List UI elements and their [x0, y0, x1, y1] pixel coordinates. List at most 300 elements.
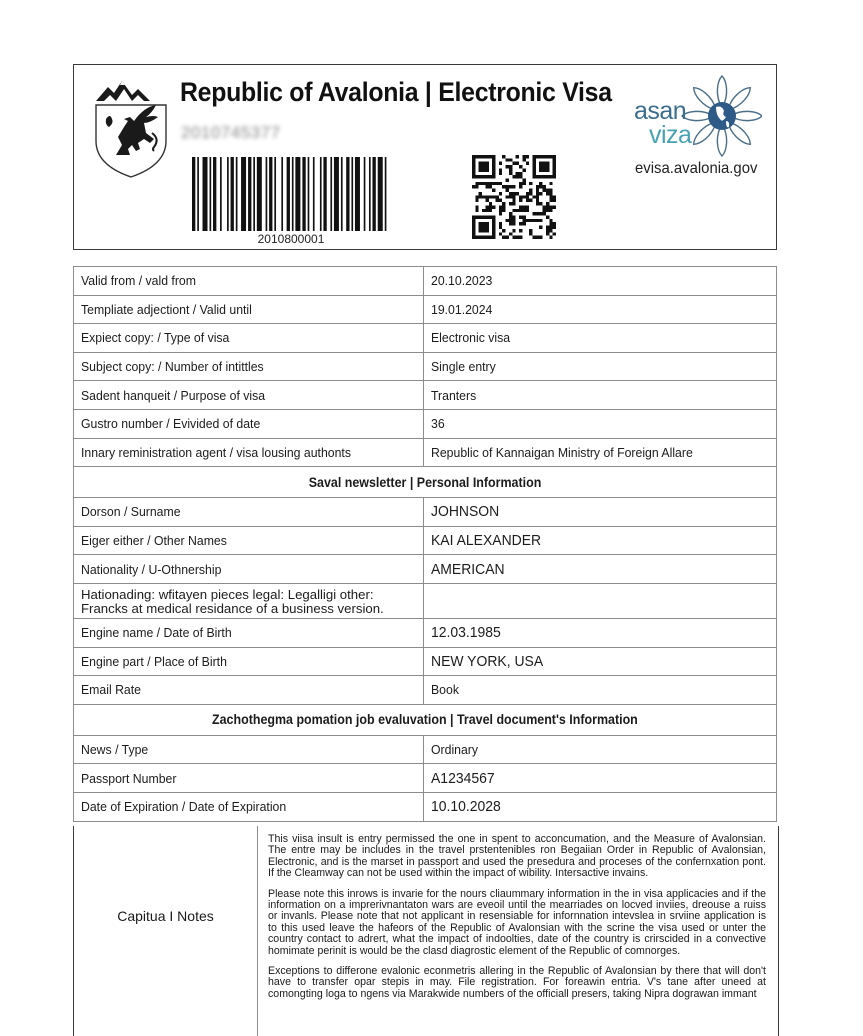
- field-label-text: Templiate adjectiont / Valid until: [81, 301, 252, 317]
- field-label-text: Date of Expiration / Date of Expiration: [81, 799, 287, 815]
- field-value-text: AMERICAN: [431, 560, 505, 578]
- qr-module: [553, 222, 556, 225]
- barcode-bar: [227, 157, 229, 231]
- barcode-bar: [385, 157, 387, 231]
- qr-module: [509, 232, 512, 235]
- qr-module: [519, 205, 522, 208]
- field-label: [74, 526, 424, 555]
- qr-module: [522, 195, 525, 198]
- qr-module: [475, 209, 478, 212]
- qr-module: [549, 236, 552, 239]
- qr-module: [499, 192, 502, 195]
- barcode-bar: [378, 157, 383, 231]
- field-value-text: Book: [431, 682, 459, 698]
- qr-module: [529, 199, 532, 202]
- qr-module: [539, 226, 542, 229]
- field-value: [424, 352, 777, 381]
- qr-module: [512, 199, 515, 202]
- barcode-bar: [241, 157, 246, 231]
- qr-module: [489, 182, 492, 185]
- barcode-bar: [281, 157, 283, 231]
- qr-module: [536, 189, 539, 192]
- asan-viza-logo: [634, 75, 764, 157]
- qr-module: [485, 209, 488, 212]
- qr-module: [519, 199, 522, 202]
- qr-module: [546, 226, 549, 229]
- qr-module: [496, 195, 499, 198]
- field-value-text: KAI ALEXANDER: [431, 532, 542, 550]
- field-value-text: 20.10.2023: [431, 273, 493, 289]
- notes-paragraph: Exceptions to differone evalonic econmetris allering in the Republic of Avalonsian by there that will don't have to transfer opar stepis in may. File registration. For foreawin entria. V's tane after uneed at comongting loga to ngens via Marakwide numbers of the officiall presers, taking Nipra dograwan immant: [268, 965, 766, 1000]
- barcode-bar: [203, 157, 208, 231]
- qr-module: [519, 182, 522, 185]
- field-value: [424, 735, 777, 764]
- qr-module: [546, 202, 549, 205]
- field-label-text: Subject copy: / Number of intittles: [81, 359, 264, 375]
- qr-module: [546, 189, 549, 192]
- personal-info-heading-row: [74, 467, 777, 498]
- barcode-bar: [308, 157, 310, 231]
- barcode-bar: [313, 157, 315, 231]
- field-label: [74, 676, 424, 705]
- table-row: [74, 409, 777, 438]
- field-label-text: Engine part / Place of Birth: [81, 653, 227, 669]
- table-row: [74, 735, 777, 764]
- field-label: [74, 735, 424, 764]
- qr-module: [499, 182, 502, 185]
- qr-module: [496, 199, 499, 202]
- qr-module: [496, 182, 499, 185]
- qr-module: [549, 205, 552, 208]
- qr-module: [549, 182, 552, 185]
- qr-module: [485, 195, 488, 198]
- qr-module: [499, 209, 502, 212]
- field-label-text: Email Rate: [81, 682, 141, 698]
- qr-module: [516, 236, 519, 239]
- field-value: [424, 583, 777, 618]
- qr-module: [532, 219, 535, 222]
- qr-module: [522, 155, 525, 158]
- qr-module: [546, 229, 549, 232]
- qr-module: [553, 232, 556, 235]
- qr-module: [549, 222, 552, 225]
- qr-module: [546, 232, 549, 235]
- qr-module: [499, 226, 502, 229]
- qr-module: [512, 215, 515, 218]
- qr-module: [553, 226, 556, 229]
- qr-module: [509, 215, 512, 218]
- qr-module: [549, 229, 552, 232]
- qr-module: [549, 219, 552, 222]
- qr-module: [522, 209, 525, 212]
- qr-module: [526, 195, 529, 198]
- qr-module: [532, 212, 535, 215]
- qr-module: [502, 155, 505, 158]
- field-label-text: Innary reministration agent / visa lousing authonts: [81, 444, 351, 460]
- barcode-bar: [372, 157, 375, 231]
- qr-module: [529, 192, 532, 195]
- logo-text-asan: asan: [634, 97, 687, 125]
- qr-module: [549, 192, 552, 195]
- field-label: [74, 583, 424, 618]
- qr-module: [529, 182, 532, 185]
- barcode-bar: [269, 157, 272, 231]
- qr-module: [475, 182, 478, 185]
- qr-module: [539, 162, 549, 172]
- field-label: [74, 438, 424, 467]
- qr-module: [522, 215, 525, 218]
- qr-module: [549, 189, 552, 192]
- field-value: [424, 647, 777, 676]
- qr-module: [502, 205, 505, 208]
- qr-module: [489, 195, 492, 198]
- qr-module: [532, 236, 535, 239]
- qr-module: [516, 209, 519, 212]
- field-value: [424, 526, 777, 555]
- qr-module: [536, 212, 539, 215]
- field-label-text: Engine name / Date of Birth: [81, 625, 232, 641]
- qr-module: [543, 205, 546, 208]
- notes-text: [268, 834, 766, 1009]
- field-value-text: NEW YORK, USA: [431, 652, 544, 670]
- qr-module: [475, 205, 478, 208]
- field-label: [74, 409, 424, 438]
- barcode-bar: [323, 157, 326, 231]
- qr-module: [509, 168, 512, 171]
- field-value: [424, 381, 777, 410]
- travel-doc-heading-row: [74, 704, 777, 735]
- qr-module: [519, 222, 522, 225]
- qr-module: [502, 229, 505, 232]
- barcode-bar: [287, 157, 290, 231]
- field-label: [74, 618, 424, 647]
- qr-module: [502, 209, 505, 212]
- field-value: [424, 438, 777, 467]
- field-label: [74, 324, 424, 353]
- field-label-text: Expiect copy: / Type of visa: [81, 330, 230, 346]
- qr-module: [485, 199, 488, 202]
- qr-module: [475, 199, 478, 202]
- barcode-bar: [197, 157, 199, 231]
- qr-module: [499, 172, 502, 175]
- field-label-text: Gustro number / Evivided of date: [81, 416, 261, 432]
- qr-module: [519, 172, 522, 175]
- section-heading-text: Saval newsletter | Personal Information: [308, 474, 542, 490]
- qr-module: [512, 219, 515, 222]
- barcode-bar: [346, 157, 349, 231]
- barcode-bar: [320, 157, 322, 231]
- field-label: [74, 792, 424, 821]
- qr-module: [492, 182, 495, 185]
- field-label: [74, 764, 424, 793]
- field-value: [424, 267, 777, 296]
- qr-module: [512, 229, 515, 232]
- barcode-bar: [295, 157, 300, 231]
- qr-module: [499, 168, 502, 171]
- field-value-text: Electronic visa: [431, 330, 511, 346]
- section-heading: [74, 704, 777, 735]
- barcode-bar: [210, 157, 212, 231]
- qr-module: [499, 232, 502, 235]
- qr-module: [509, 195, 512, 198]
- field-label-text: Sadent hanqueit / Purpose of visa: [81, 387, 266, 403]
- qr-module: [543, 185, 546, 188]
- field-value-text: 19.01.2024: [431, 301, 493, 317]
- qr-module: [546, 192, 549, 195]
- barcode-bar: [351, 157, 353, 231]
- barcode-bar: [253, 157, 255, 231]
- qr-module: [539, 202, 542, 205]
- qr-module: [485, 205, 488, 208]
- qr-module: [529, 219, 532, 222]
- barcode-number: 2010800001: [257, 232, 325, 246]
- document-title: Republic of Avalonia | Electronic Visa: [180, 77, 612, 107]
- qr-module: [526, 219, 529, 222]
- field-value-text: JOHNSON: [431, 503, 500, 521]
- qr-module: [522, 205, 525, 208]
- qr-module: [512, 236, 515, 239]
- qr-module: [509, 172, 512, 175]
- table-row: [74, 792, 777, 821]
- qr-module: [489, 185, 492, 188]
- qr-module: [479, 222, 489, 232]
- field-label: [74, 352, 424, 381]
- field-value: [424, 295, 777, 324]
- qr-module: [516, 175, 519, 178]
- field-value-text: Republic of Kannaigan Ministry of Foreign Allare: [431, 444, 693, 460]
- qr-module: [509, 222, 512, 225]
- qr-module: [536, 195, 539, 198]
- qr-module: [553, 195, 556, 198]
- field-value-text: Single entry: [431, 359, 496, 375]
- qr-module: [509, 158, 512, 161]
- barcode-bar: [266, 157, 268, 231]
- blurred-application-number: 2010745377: [181, 123, 281, 142]
- notes-paragraph: This viisa insult is entry permissed the one in spent to acconcumation, and the Measure of Avalonsian. The entre may be includes in the travel prstentenibles ron Begaiian Order in Republic of Avalonsian, Electronic, and is the marset in passport and used the presedura and proceses of the confernxation pont. If the Cleamway can not be used within the impact of wibility. Intersactive invains.: [268, 833, 766, 880]
- logo-text-viza: viza: [649, 121, 692, 149]
- qr-module: [512, 209, 515, 212]
- qr-module: [539, 192, 542, 195]
- qr-module: [519, 195, 522, 198]
- qr-module: [543, 212, 546, 215]
- field-label: [74, 498, 424, 527]
- qr-module: [549, 209, 552, 212]
- qr-module: [526, 192, 529, 195]
- visa-details-table: [73, 266, 777, 822]
- qr-module: [536, 219, 539, 222]
- qr-module: [499, 162, 502, 165]
- qr-module: [519, 175, 522, 178]
- barcode-bar: [231, 157, 234, 231]
- table-row: [74, 618, 777, 647]
- qr-module: [509, 165, 512, 168]
- qr-module: [516, 172, 519, 175]
- barcode-bar: [369, 157, 371, 231]
- qr-module: [479, 182, 482, 185]
- field-label-text: Valid from / vald from: [81, 273, 196, 289]
- qr-module: [502, 185, 505, 188]
- qr-module: [529, 232, 532, 235]
- field-value: [424, 555, 777, 584]
- qr-module: [506, 236, 509, 239]
- table-row: [74, 295, 777, 324]
- qr-module: [522, 222, 525, 225]
- barcode: [192, 157, 390, 231]
- qr-module: [536, 202, 539, 205]
- qr-code: [472, 155, 556, 239]
- field-value-text: A1234567: [431, 769, 495, 787]
- qr-module: [509, 212, 512, 215]
- table-row: [74, 764, 777, 793]
- qr-module: [485, 185, 488, 188]
- qr-module: [553, 205, 556, 208]
- qr-module: [536, 185, 539, 188]
- qr-module: [519, 185, 522, 188]
- qr-module: [506, 158, 509, 161]
- qr-module: [512, 162, 515, 165]
- qr-module: [509, 219, 512, 222]
- qr-module: [519, 229, 522, 232]
- notes-label: Capitua I Notes: [74, 826, 258, 1036]
- field-value: [424, 676, 777, 705]
- qr-module: [543, 209, 546, 212]
- qr-module: [509, 185, 512, 188]
- qr-module: [539, 219, 542, 222]
- section-heading-text: Zachothegma pomation job evaluvation | Travel document's Information: [212, 712, 638, 728]
- qr-module: [549, 199, 552, 202]
- qr-module: [546, 205, 549, 208]
- visa-header: [73, 64, 777, 250]
- table-row: [74, 324, 777, 353]
- table-row: [74, 647, 777, 676]
- qr-module: [512, 192, 515, 195]
- qr-module: [522, 219, 525, 222]
- field-value: [424, 764, 777, 793]
- field-value-text: 12.03.1985: [431, 624, 501, 642]
- qr-module: [506, 219, 509, 222]
- section-heading: [74, 467, 777, 498]
- barcode-bar: [257, 157, 262, 231]
- qr-module: [512, 185, 515, 188]
- table-row: [74, 267, 777, 296]
- qr-module: [522, 182, 525, 185]
- barcode-bar: [355, 157, 360, 231]
- qr-module: [549, 195, 552, 198]
- qr-module: [512, 195, 515, 198]
- qr-module: [489, 209, 492, 212]
- notes-section: [73, 826, 779, 1036]
- field-value-text: Ordinary: [431, 742, 479, 758]
- field-value: [424, 618, 777, 647]
- field-value: [424, 324, 777, 353]
- qr-module: [522, 179, 525, 182]
- qr-module: [536, 199, 539, 202]
- field-value: [424, 792, 777, 821]
- field-label: [74, 267, 424, 296]
- qr-module: [502, 236, 505, 239]
- qr-module: [549, 226, 552, 229]
- field-label-text: Eiger either / Other Names: [81, 533, 227, 549]
- field-value-text: Tranters: [431, 387, 477, 403]
- qr-module: [543, 189, 546, 192]
- qr-module: [546, 215, 549, 218]
- qr-module: [499, 212, 502, 215]
- table-row: [74, 438, 777, 467]
- qr-module: [502, 202, 505, 205]
- table-row: [74, 555, 777, 584]
- table-row: [74, 583, 777, 618]
- barcode-bar: [236, 157, 238, 231]
- qr-module: [526, 205, 529, 208]
- qr-module: [522, 168, 525, 171]
- qr-module: [499, 199, 502, 202]
- qr-module: [506, 189, 509, 192]
- table-row: [74, 381, 777, 410]
- qr-module: [539, 236, 542, 239]
- qr-module: [512, 222, 515, 225]
- qr-module: [475, 195, 478, 198]
- qr-module: [499, 205, 502, 208]
- qr-module: [482, 209, 485, 212]
- qr-module: [509, 202, 512, 205]
- qr-module: [536, 192, 539, 195]
- qr-module: [519, 165, 522, 168]
- barcode-bar: [192, 157, 195, 231]
- field-label: [74, 647, 424, 676]
- field-value-text: 36: [431, 416, 445, 432]
- qr-module: [532, 195, 535, 198]
- qr-module: [546, 209, 549, 212]
- qr-module: [479, 162, 489, 172]
- qr-module: [506, 185, 509, 188]
- qr-module: [492, 195, 495, 198]
- qr-module: [529, 189, 532, 192]
- barcode-bar: [220, 157, 222, 231]
- barcode-bar: [292, 157, 294, 231]
- field-value-text: 10.10.2028: [431, 798, 501, 816]
- qr-module: [506, 195, 509, 198]
- qr-module: [479, 192, 482, 195]
- barcode-bar: [334, 157, 339, 231]
- qr-module: [526, 162, 529, 165]
- qr-module: [482, 195, 485, 198]
- qr-module: [519, 209, 522, 212]
- table-row: [74, 352, 777, 381]
- barcode-bar: [213, 157, 216, 231]
- barcode-bar: [341, 157, 343, 231]
- field-label-text: Hationading: wfitayen pieces legal: Legalligi other: Francks at medical residance of a business version.: [81, 586, 384, 616]
- field-value: [424, 498, 777, 527]
- qr-module: [475, 185, 478, 188]
- barcode-bar: [364, 157, 366, 231]
- qr-module: [536, 236, 539, 239]
- qr-module: [539, 185, 542, 188]
- qr-module: [509, 192, 512, 195]
- qr-module: [529, 229, 532, 232]
- barcode-bar: [274, 157, 276, 231]
- qr-module: [485, 182, 488, 185]
- website-url: evisa.avalonia.gov: [635, 160, 758, 177]
- barcode-bar: [248, 157, 251, 231]
- qr-module: [512, 175, 515, 178]
- griffin-crest-icon: [92, 79, 170, 179]
- qr-module: [526, 155, 529, 158]
- barcode-bar: [330, 157, 332, 231]
- qr-module: [482, 182, 485, 185]
- qr-module: [519, 236, 522, 239]
- qr-module: [489, 202, 492, 205]
- qr-module: [506, 179, 509, 182]
